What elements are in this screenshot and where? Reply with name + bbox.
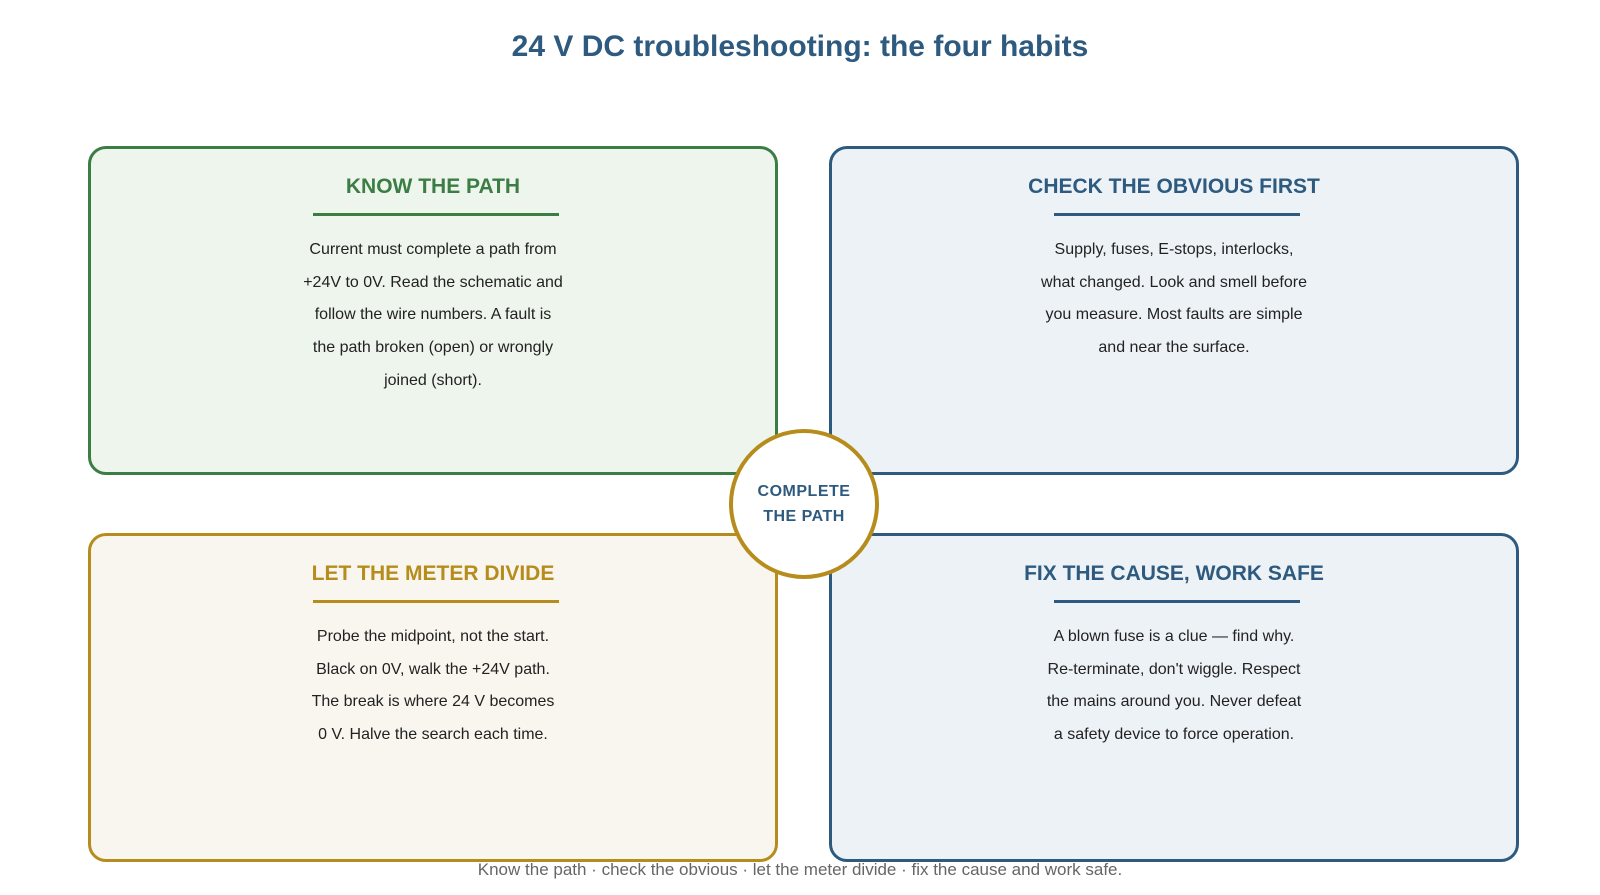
card-body-line: Current must complete a path from bbox=[309, 241, 557, 258]
card-heading: LET THE METER DIVIDE bbox=[311, 562, 555, 585]
card-heading: CHECK THE OBVIOUS FIRST bbox=[1028, 175, 1320, 198]
footer-summary: Know the path · check the obvious · let the meter divide · fix the cause and work safe. bbox=[477, 860, 1123, 879]
card-body-line: Re-terminate, don't wiggle. Respect bbox=[1047, 660, 1301, 678]
heading-underline bbox=[1054, 213, 1300, 216]
card-body-line: and near the surface. bbox=[1098, 339, 1250, 357]
card-body-line: 0 V. Halve the search each time. bbox=[318, 726, 548, 744]
card-let-the-meter-divide bbox=[88, 533, 778, 862]
card-body-line: follow the wire numbers. A fault is bbox=[314, 306, 552, 324]
heading-underline bbox=[313, 600, 559, 603]
card-check-the-obvious-first bbox=[829, 146, 1519, 475]
card-fix-the-cause-work-safe bbox=[829, 533, 1519, 862]
card-body bbox=[91, 234, 775, 397]
card-body bbox=[91, 621, 775, 752]
card-body bbox=[832, 621, 1516, 752]
center-hub-circle bbox=[729, 429, 879, 579]
card-body-line: the mains around you. Never defeat bbox=[1046, 693, 1302, 711]
card-body-line: the path broken (open) or wrongly bbox=[312, 339, 554, 357]
card-body-line: joined (short). bbox=[384, 371, 482, 389]
card-heading: FIX THE CAUSE, WORK SAFE bbox=[1024, 562, 1324, 585]
card-heading: KNOW THE PATH bbox=[345, 175, 521, 198]
card-body-line: The break is where 24 V becomes bbox=[311, 693, 555, 711]
card-body-line: A blown fuse is a clue — find why. bbox=[1053, 628, 1295, 645]
page-title: 24 V DC troubleshooting: the four habits bbox=[511, 30, 1089, 63]
card-body-line: Black on 0V, walk the +24V path. bbox=[316, 660, 550, 678]
heading-underline bbox=[1054, 600, 1300, 603]
card-body-line: Probe the midpoint, not the start. bbox=[316, 628, 550, 645]
card-body-line: +24V to 0V. Read the schematic and bbox=[303, 273, 563, 291]
card-body-line: you measure. Most faults are simple bbox=[1045, 306, 1303, 324]
card-body-line: a safety device to force operation. bbox=[1053, 726, 1295, 744]
heading-underline bbox=[313, 213, 559, 216]
center-hub-label-line-1: COMPLETE bbox=[757, 483, 851, 500]
card-know-the-path bbox=[88, 146, 778, 475]
card-body bbox=[832, 234, 1516, 365]
center-hub-label-line-2: THE PATH bbox=[763, 508, 845, 525]
card-body-line: Supply, fuses, E-stops, interlocks, bbox=[1054, 241, 1294, 258]
card-body-line: what changed. Look and smell before bbox=[1041, 273, 1307, 291]
